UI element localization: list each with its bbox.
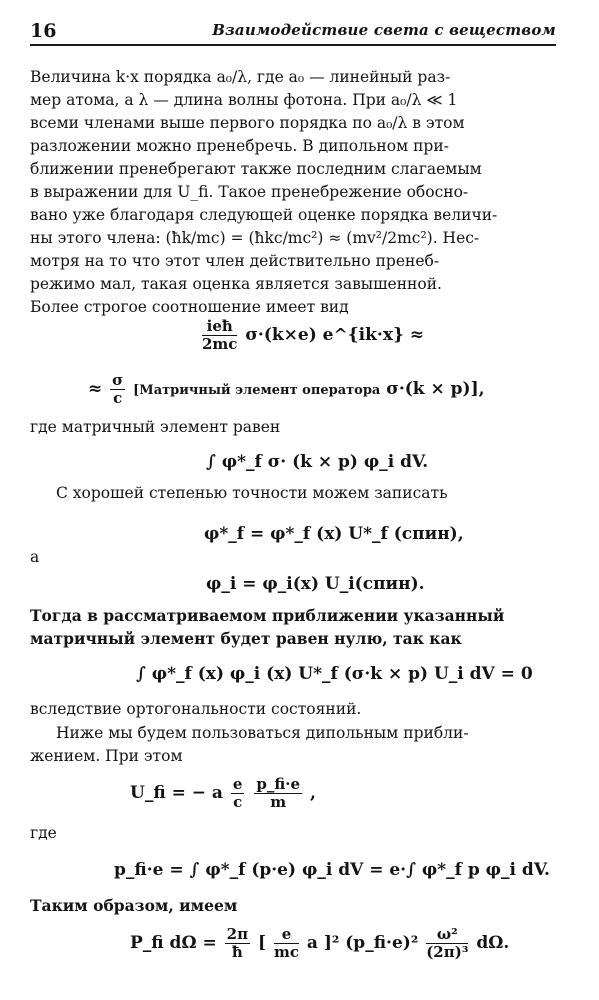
eq2-bracket-text: [Матричный элемент оператора (133, 383, 381, 398)
equation-4: φ*_f = φ*_f (x) U*_f (спин), (204, 524, 464, 544)
text-line: Тогда в рассматриваемом приближении указанный (30, 606, 505, 625)
text-line: режимо мал, такая оценка является завышенной. (30, 275, 442, 293)
text-line: матричный элемент будет равен нулю, так как (30, 629, 462, 648)
equation-3: ∫ φ*_f σ· (k × p) φ_i dV. (206, 452, 429, 472)
eq2-numerator: σ (112, 371, 124, 389)
eq7-f1-numerator: e (232, 775, 243, 793)
header-rule (30, 44, 556, 46)
eq9-bracket-close: a ]² (p_fi·e)² (306, 933, 419, 953)
paragraph-1 (30, 66, 556, 319)
text-line: ны этого члена: (ħk/mc) = (ħkc/mc²) ≈ (mv²/2mc²). Нес- (30, 229, 480, 247)
eq7-tail: , (309, 783, 316, 803)
text-line: Более строгое соотношение имеет вид (30, 298, 349, 316)
text-line: в выражении для U_fi. Такое пренебрежение обосно- (30, 183, 469, 201)
eq9-f1-denominator: ħ (231, 943, 243, 961)
text-line: Ниже мы будем пользоваться дипольным прибли- (56, 724, 469, 742)
eq1-fraction (202, 318, 237, 353)
eq9-fraction-1 (225, 926, 250, 961)
text-line: жением. При этом (30, 747, 183, 765)
text-line: всеми членами выше первого порядка по a₀/λ в этом (30, 114, 465, 132)
eq7-f1-denominator: c (233, 793, 243, 811)
eq7-f2-numerator: p_fi·e (256, 775, 301, 793)
equation-6: ∫ φ*_f (x) φ_i (x) U*_f (σ·k × p) U_i dV = 0 (136, 664, 533, 684)
running-title: Взаимодействие света с веществом (212, 21, 556, 39)
eq9-fraction-2 (274, 926, 299, 961)
text-line: вано уже благодаря следующей оценке порядка величи- (30, 206, 498, 224)
text-thus: Таким образом, имеем (30, 896, 238, 915)
equation-2 (88, 372, 485, 407)
text-precision: С хорошей степенью точности можем записать (56, 484, 448, 502)
equation-1 (200, 318, 424, 353)
text-line: мер атома, а λ — длина волны фотона. При a₀/λ ≪ 1 (30, 91, 458, 109)
text-matrix-element: где матричный элемент равен (30, 418, 281, 436)
eq1-numerator: ieħ (202, 318, 237, 336)
equation-5: φ_i = φ_i(x) U_i(спин). (206, 574, 425, 594)
eq2-denominator: c (113, 389, 123, 407)
eq9-f3-numerator: ω² (426, 926, 468, 944)
page-header (30, 16, 556, 44)
word-a: а (30, 548, 40, 566)
eq9-f2-numerator: e (274, 926, 299, 944)
eq7-fraction-2 (254, 776, 302, 811)
eq7-f2-denominator: m (270, 793, 287, 811)
eq2-approx: ≈ (88, 379, 103, 399)
equation-7 (130, 776, 316, 811)
eq1-body: σ·(k×e) e^{ik·x} ≈ (245, 325, 425, 345)
eq9-f2-denominator: mc (273, 943, 299, 961)
eq9-tail: dΩ. (476, 933, 510, 953)
eq9-f3-denominator: (2π)³ (426, 943, 469, 961)
text-orthogonality: вследствие ортогональности состояний. (30, 700, 362, 718)
word-where: где (30, 824, 57, 842)
eq1-denominator: 2mc (202, 335, 238, 353)
eq2-operator: σ·(k × p)], (386, 379, 485, 399)
paragraph-2 (30, 604, 556, 650)
eq7-fraction-1 (231, 776, 245, 811)
text-line: ближении пренебрегают также последним слагаемым (30, 160, 482, 178)
text-line: Величина k·x порядка a₀/λ, где a₀ — линейный раз- (30, 68, 451, 86)
page-number: 16 (30, 20, 57, 42)
eq7-lhs: U_fi = − a (130, 783, 223, 803)
equation-8: p_fi·e = ∫ φ*_f (p·e) φ_i dV = e·∫ φ*_f p φ_i dV. (114, 860, 550, 880)
text-line: разложении можно пренебречь. В дипольном при- (30, 137, 449, 155)
text-line: мотря на то что этот член действительно пренеб- (30, 252, 440, 270)
eq9-f1-numerator: 2π (226, 925, 249, 943)
eq2-fraction (110, 372, 125, 407)
paragraph-3 (30, 722, 556, 768)
eq9-bracket-open: [ (258, 933, 267, 953)
eq9-fraction-3 (426, 926, 468, 961)
eq9-lhs: P_fi dΩ = (130, 933, 217, 953)
equation-9 (130, 926, 509, 961)
